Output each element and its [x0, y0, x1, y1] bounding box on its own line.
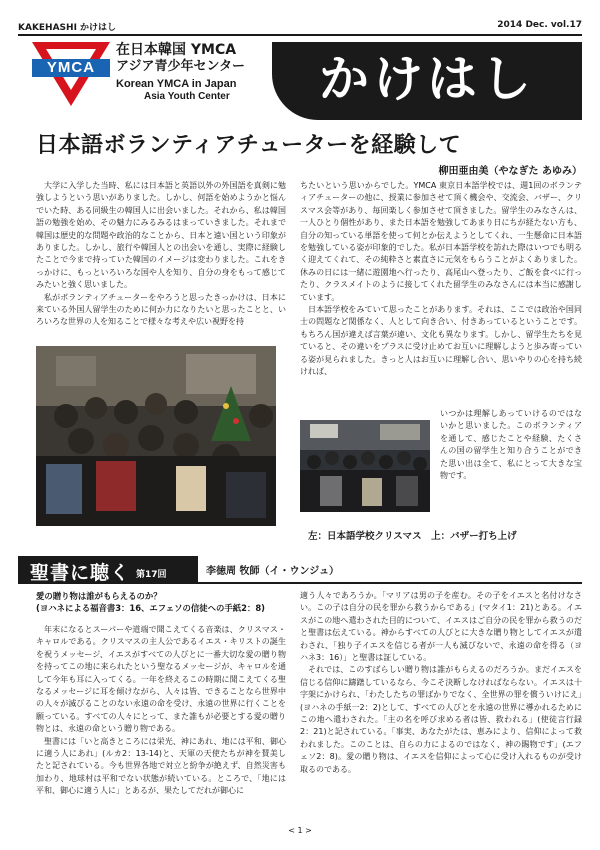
masthead-title: かけはし: [319, 50, 535, 108]
section-title: 聖書に聴く: [30, 562, 131, 584]
paragraph: 年末になるとスーパーや道端で聞こえてくる音楽は、クリスマス・キャロルである。クリスマスの主人公であるイエス・キリストの誕生を祝うメッセージ、イエスがすべての人びとに一番大切な愛の贈り物を持ってこの地に来られたという聖なるメッセージが、キャロルを通して今年も耳に入ってくる。一年を終えるこの時期に聞こえてくる聖なるメッセージに耳を傾けながら、人々は皆、できることなら世界中の人々が滅びることのない永遠の命を受け、永遠の世界に行くことを願っている。すべての人々にとって、また誰もが必要とする愛の贈り物とは、永遠の命という贈り物である。: [36, 625, 286, 734]
header-right: 2014 Dec. vol.17: [497, 20, 582, 30]
article1-tail-column: [440, 408, 582, 482]
org-name-jp: 在日本韓国 YMCA: [116, 42, 237, 58]
paragraph: 私がボランティアチューターをやろうと思ったきっかけは、日本に来ている外国人留学生のために何か力になりたいと思ったことと、いろいろな世界の人を知ることで様々な考えや広い視野を持: [36, 292, 286, 327]
pastor-name: 李徳周 牧師（イ・ウンジュ）: [206, 566, 340, 577]
paragraph: 聖書には「いと高きところには栄光、神にあれ、地には平和、御心に適う人にあれ」(ルカ2：13-14)と、天軍の天使たちが神を賛美したと記されている。今も世界各地で対立と紛争が絶えず、自然災害も加わり、地球村は平和でない状態が続いている。ところで、「地には平和、御心に適う人に」とあるが、果たしてだれが御心に: [36, 736, 286, 796]
header-rule: [18, 34, 582, 36]
paragraph: いつかは理解しあっていけるのではないかと思いました。このボランティアを通して、感じたことや経験、たくさんの国の留学生と知り合うことができた思い出は全て、私にとって大きな宝物です。: [440, 409, 582, 481]
article2-right-column: [300, 590, 582, 776]
paragraph: 大学に入学した当時、私には日本語と英語以外の外国語を真剣に勉強しようという思いがありました。しかし、何語を始めようかと悩んでいた時、ある同級生の韓国人に出会いました。それから、私は韓国語の勉強を始め、その魅力にみるみるはまっていきました。それまで韓国は歴史的な問題や政治的なことから、日本と遠い国という印象がありました。しかし、旅行や韓国人との出会いを通し、実際に経験したことで今まで持っていた韓国のイメージは変わりました。これをきっかけに、もっといろいろな国や人を知り、自分の身をもって感じてみたいと強く思いました。: [36, 181, 286, 290]
photo-christmas-party: [36, 346, 276, 526]
masthead: [272, 42, 582, 120]
paragraph: ちたいという思いからでした。YMCA 東京日本語学校では、週1回のボランティアチューターの他に、授業に参加させて頂く機会や、交流会、バザー、クリスマス会等があり、毎回楽しく参加させて頂きました。留学生のみなさんは、一人ひとり個性があり、また日本語を勉強してあまり日にちが経たない方も、自分の知っている単語を使って何とか伝えようとしてくれ、一生懸命に日本語を勉強している姿が印象的でした。私が日本語学校を訪れた際はいつでも明るく迎えてくれて、その純粋さと素直さに元気をもらうことがよくありました。休みの日には一緒に遊園地へ行ったり、高尾山へ登ったり、ご飯を食べに行ったり、クラスメイトのように接してくれた留学生のみなさんには本当に感謝しています。: [300, 181, 582, 302]
section-rule: [198, 582, 582, 584]
sermon-subtitle: [36, 590, 286, 614]
photo-bazaar-party: [300, 420, 430, 512]
article1-left-column: [36, 180, 286, 329]
section-issue: 第17回: [136, 570, 167, 580]
article2-left-column: [36, 624, 286, 798]
ymca-logo: [30, 38, 112, 108]
section-header: [18, 556, 198, 584]
article-title: 日本語ボランティアチューターを経験して: [36, 133, 462, 158]
photo-caption: 左：日本語学校クリスマス 上：バザー打ち上げ: [308, 531, 517, 542]
org-center-en: Asia Youth Center: [144, 91, 230, 102]
logo-text: YMCA: [46, 59, 96, 76]
page-number: < 1 >: [288, 826, 312, 835]
paragraph: 適う人々であろうか。「マリアは男の子を産む。その子をイエスと名付けなさい。この子は自分の民を罪から救うからである」(マタイ1：21)とある。イエスがこの地へ遣わされた目的について、イエスはご自分の民を罪から救うのだと聖書は伝えている。神からすべての人びとに大きな贈り物としてイエスが遣わされ、「独り子イエスを信じる者が一人も滅びないで、永遠の命を得る（ヨハネ3：16）」と聖書は証している。: [300, 591, 582, 663]
organization-name: [116, 42, 286, 103]
org-name-en: Korean YMCA in Japan: [116, 78, 237, 90]
paragraph: それでは、このすばらしい贈り物は誰がもらえるのだろうか。まだイエスを信じる信仰に躊躇しているなら、今こそ決断しなければならない。イエスは十字架にかけられ、「わたしたちの罪ばかりでなく、全世界の罪を償ういけにえ」(ヨハネの手紙一2：2)として、すべての人びとを永遠の世界に導かれるためにこの地へ遣わされた。「主の名を呼び求める者は皆、救われる」(使徒言行録2：21)と記されている。「事実、あなたがたは、恵みにより、信仰によって救われました。このことは、自らの力によるのではなく、神の賜物です」(エフェソ2：8)。愛の贈り物は、イエスを信仰によって心に受け入れるものが受け取るのである。: [300, 665, 582, 774]
header-left: KAKEHASHI かけはし: [18, 23, 117, 33]
sermon-question: 愛の贈り物は誰がもらえるのか？: [36, 591, 162, 601]
org-center-jp: アジア青少年センター: [116, 59, 245, 74]
article1-right-column: [300, 180, 582, 379]
sermon-reference: (ヨハネによる福音書3：16、エフェソの信徒への手紙2：8): [36, 603, 265, 613]
top-header: [18, 20, 582, 34]
paragraph: 日本語学校をみていて思ったことがあります。それは、ここでは政治や国同士の問題など関係なく、人として向き合い、付きあっているということです。もちろん国が違えば言葉が違い、文化も異なります。しかし、留学生たちを見ていると、その違いをプラスに受け止めてお互いに理解しようと歩み寄っている姿が見られました。きっと人はお互いに理解し合い、思いやりの心を持ち続ければ、: [300, 305, 582, 377]
article-author: 柳田亜由美（やなぎた あゆみ）: [438, 166, 582, 177]
